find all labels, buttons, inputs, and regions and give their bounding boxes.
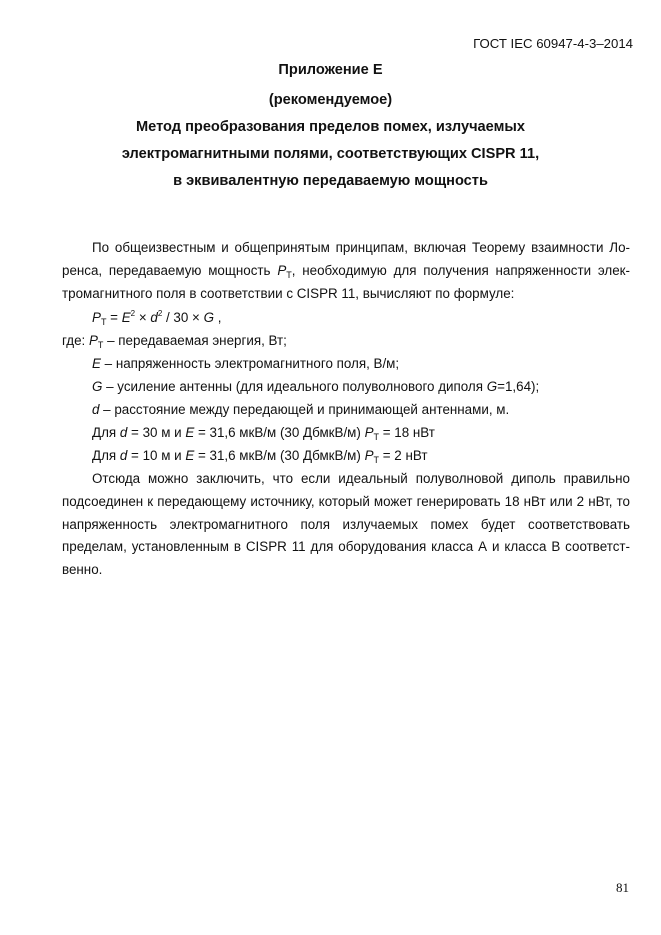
where-power-subscript: T xyxy=(97,340,104,350)
annex-title: Приложение Е xyxy=(278,62,383,78)
formula-d-symbol: d xyxy=(150,310,158,325)
formula-power-symbol: P xyxy=(92,310,101,325)
formula-power-subscript: T xyxy=(100,317,107,327)
ex1-p-symbol: P xyxy=(364,425,374,440)
where-prefix: где: xyxy=(62,333,89,348)
ex2-d-symbol: d xyxy=(119,448,128,463)
where-d-desc: – расстояние между передающей и принимающей антеннами, м. xyxy=(99,402,510,417)
document-code: ГОСТ IEC 60947-4-3–2014 xyxy=(473,36,633,51)
page-number: 81 xyxy=(616,880,629,895)
where-e-desc: – напряженность электромагнитного поля, В/м; xyxy=(100,356,400,371)
intro-text-a: По общеизвестным и общепринятым принципам, включая Теорему взаимности Лоренса, передаваемую мощность xyxy=(62,240,630,278)
annex-heading-line-2: электромагнитными полями, соответствующих CISPR 11, xyxy=(121,146,540,162)
formula-tail: , xyxy=(214,310,222,325)
annex-heading-line-1: Метод преобразования пределов помех, излучаемых xyxy=(136,119,525,135)
power-subscript: T xyxy=(286,269,292,280)
where-e xyxy=(92,353,399,376)
formula-d-exponent: 2 xyxy=(157,309,163,318)
annex-status: (рекомендуемое) xyxy=(268,92,393,108)
formula-divide: / 30 × xyxy=(162,310,204,325)
conclusion-paragraph: Отсюда можно заключить, что если идеальный полуволновой диполь правильно подсоединен к передающему источнику, который может генерировать 18 нВт или 2 нВт, то напряженность электромагнитного поля излучаемых помех будет соответствовать пределам, установленным в CISPR 11 для оборудования класса А и класса В соответственно. xyxy=(62,471,630,578)
ex2-mid2: = 31,6 мкВ/м (30 ДбмкВ/м) xyxy=(194,448,365,463)
where-g-symbol-inline: G xyxy=(486,379,498,394)
formula-e-exponent: 2 xyxy=(130,309,136,318)
where-power-desc: – передаваемая энергия, Вт; xyxy=(103,333,287,348)
ex1-pre: Для xyxy=(92,425,120,440)
ex1-post: = 18 нВт xyxy=(379,425,435,440)
formula xyxy=(92,307,221,330)
ex1-d-symbol: d xyxy=(119,425,128,440)
intro-text-b: , необходимую для получения напряженности электромагнитного поля в соответствии с CISPR 11, вычисляют по формуле: xyxy=(62,262,630,301)
ex2-post: = 2 нВт xyxy=(379,448,428,463)
where-g-symbol: G xyxy=(92,379,103,394)
ex2-pre: Для xyxy=(92,448,120,463)
formula-equals: = xyxy=(106,310,122,325)
ex1-mid1: = 30 м и xyxy=(127,425,186,440)
ex1-e-symbol: E xyxy=(185,425,195,440)
formula-e-symbol: E xyxy=(121,310,131,325)
ex2-p-subscript: T xyxy=(373,455,380,465)
where-g-desc-a: – усиление антенны (для идеального полуволнового диполя xyxy=(102,379,487,394)
where-d xyxy=(92,399,509,422)
where-power xyxy=(62,330,287,353)
formula-g-symbol: G xyxy=(203,310,215,325)
ex2-e-symbol: E xyxy=(185,448,195,463)
where-e-symbol: E xyxy=(92,356,101,371)
where-g-desc-b: =1,64); xyxy=(497,379,540,394)
where-power-symbol: P xyxy=(88,333,98,348)
where-d-symbol: d xyxy=(92,402,100,417)
example-line-2 xyxy=(92,445,427,468)
annex-heading-line-3: в эквивалентную передаваемую мощность xyxy=(173,173,488,189)
example-line-1 xyxy=(92,422,435,445)
where-g xyxy=(92,376,539,399)
power-symbol: P xyxy=(277,262,287,278)
formula-times: × xyxy=(135,310,151,325)
ex1-mid2: = 31,6 мкВ/м (30 ДбмкВ/м) xyxy=(194,425,365,440)
intro-paragraph xyxy=(62,237,630,305)
ex2-p-symbol: P xyxy=(364,448,374,463)
ex2-mid1: = 10 м и xyxy=(127,448,186,463)
ex1-p-subscript: T xyxy=(373,432,380,442)
